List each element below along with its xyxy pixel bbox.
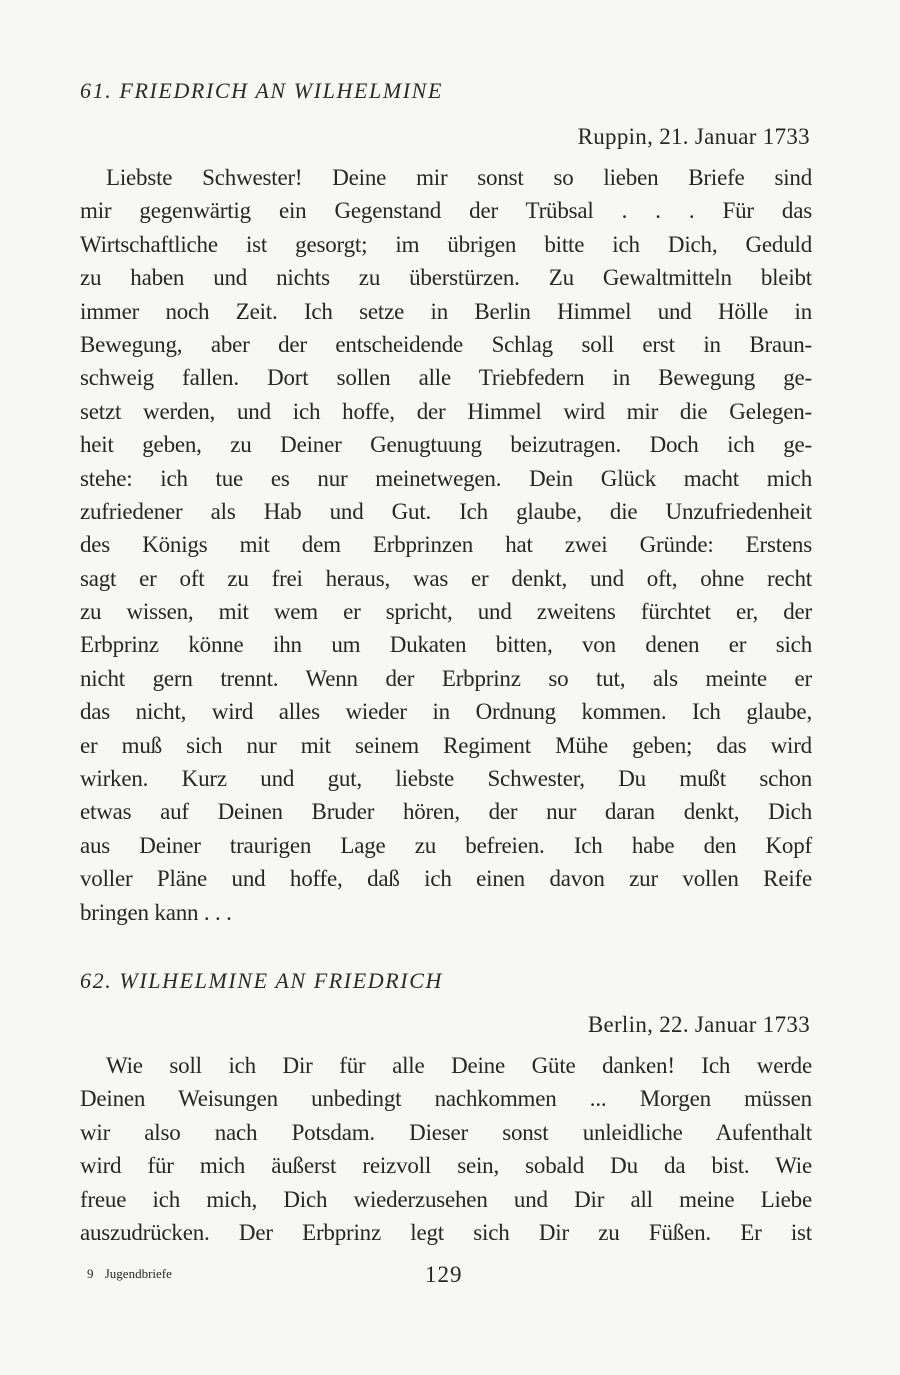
text-line: er muß sich nur mit seinem Regiment Mühe geben; das wird <box>80 732 812 758</box>
text-line: zu wissen, mit wem er spricht, und zweitens fürchtet er, der <box>80 599 812 625</box>
text-line: Wirtschaftliche ist gesorgt; im übrigen bitte ich Dich, Geduld <box>80 231 812 257</box>
letter-62-dateline: Berlin, 22. Januar 1733 <box>587 1012 810 1037</box>
text-line: das nicht, wird alles wieder in Ordnung kommen. Ich glaube, <box>80 699 812 725</box>
text-line: zufriedener als Hab und Gut. Ich glaube, die Unzufriedenheit <box>80 498 812 524</box>
text-line: auszudrücken. Der Erbprinz legt sich Dir zu Füßen. Er ist <box>80 1219 812 1245</box>
letter-62-body <box>80 1049 812 1249</box>
text-line: Bewegung, aber der entscheidende Schlag soll erst in Braun- <box>80 331 812 357</box>
text-line: setzt werden, und ich hoffe, der Himmel wird mir die Gelegen- <box>80 398 812 424</box>
page-number: 129 <box>425 1262 463 1287</box>
text-line: Erbprinz könne ihn um Dukaten bitten, von denen er sich <box>80 632 812 658</box>
text-line: etwas auf Deinen Bruder hören, der nur daran denkt, Dich <box>80 799 812 825</box>
text-line: mir gegenwärtig ein Gegenstand der Trübsal . . . Für das <box>80 198 812 224</box>
letter-61-heading: 61. FRIEDRICH AN WILHELMINE <box>80 78 443 103</box>
text-line: Wie soll ich Dir für alle Deine Güte danken! Ich werde <box>106 1053 812 1078</box>
text-line: freue ich mich, Dich wiederzusehen und Dir all meine Liebe <box>80 1186 812 1212</box>
text-line: aus Deiner traurigen Lage zu befreien. Ich habe den Kopf <box>80 832 812 858</box>
text-line: wir also nach Potsdam. Dieser sonst unleidliche Aufenthalt <box>80 1119 812 1145</box>
text-line: Deinen Weisungen unbedingt nachkommen ... Morgen müssen <box>80 1086 812 1112</box>
text-line: bringen kann . . . <box>80 899 232 925</box>
text-line: heit geben, zu Deiner Genugtuung beizutragen. Doch ich ge- <box>80 432 812 458</box>
text-line: Liebste Schwester! Deine mir sonst so lieben Briefe sind <box>106 165 812 190</box>
text-line: nicht gern trennt. Wenn der Erbprinz so tut, als meinte er <box>80 665 812 691</box>
letter-61-body <box>80 161 812 929</box>
text-line: wirken. Kurz und gut, liebste Schwester, Du mußt schon <box>80 766 812 792</box>
letter-62-heading: 62. WILHELMINE AN FRIEDRICH <box>80 968 443 993</box>
text-line: wird für mich äußerst reizvoll sein, sobald Du da bist. Wie <box>80 1153 812 1179</box>
text-line: voller Pläne und hoffe, daß ich einen davon zur vollen Reife <box>80 866 812 892</box>
text-line: schweig fallen. Dort sollen alle Triebfedern in Bewegung ge- <box>80 365 812 391</box>
letter-61-dateline: Ruppin, 21. Januar 1733 <box>577 124 810 149</box>
text-line: sagt er oft zu frei heraus, was er denkt, und oft, ohne recht <box>80 565 812 591</box>
text-line: immer noch Zeit. Ich setze in Berlin Himmel und Hölle in <box>80 298 812 324</box>
text-line: zu haben und nichts zu überstürzen. Zu Gewaltmitteln bleibt <box>80 265 812 291</box>
signature-mark: 9 Jugendbriefe <box>87 1266 172 1281</box>
text-line: stehe: ich tue es nur meinetwegen. Dein Glück macht mich <box>80 465 812 491</box>
text-line: des Königs mit dem Erbprinzen hat zwei Gründe: Erstens <box>80 532 812 558</box>
